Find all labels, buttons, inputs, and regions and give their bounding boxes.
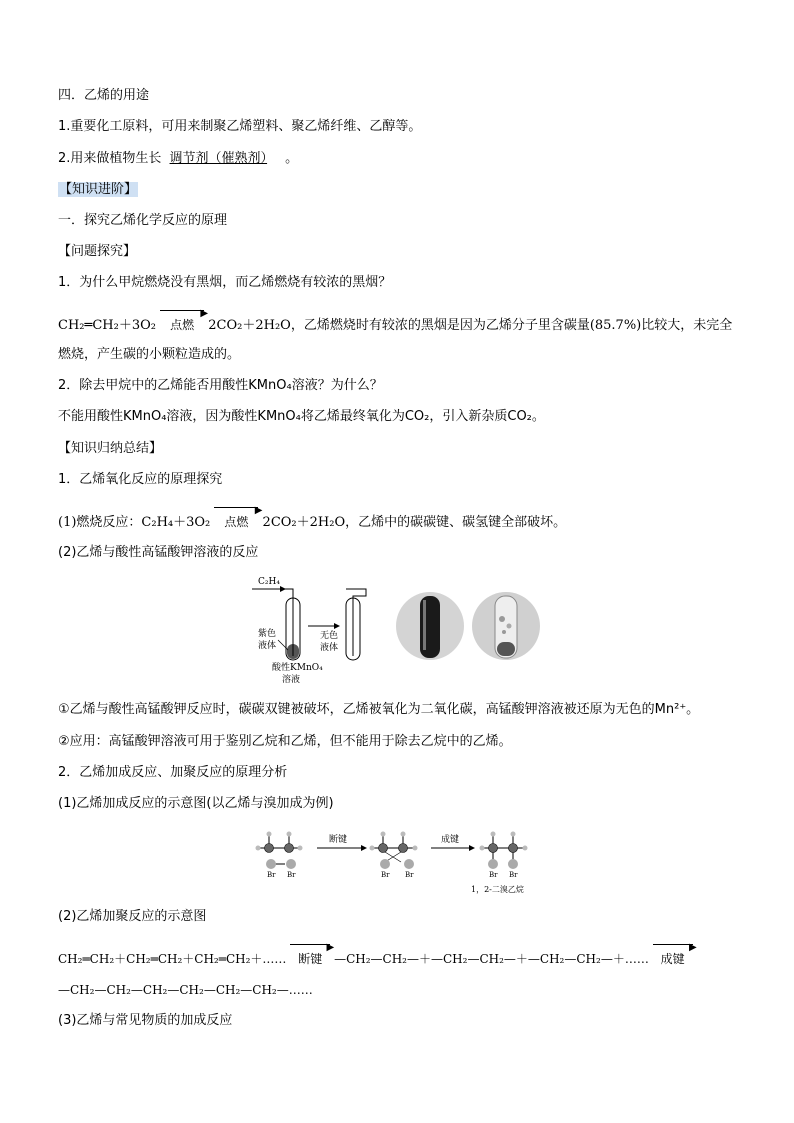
br-label: Br xyxy=(381,871,390,879)
poly-left: CH₂═CH₂＋CH₂═CH₂＋CH₂═CH₂＋…… xyxy=(58,952,287,966)
answer-2: 不能用酸性KMnO₄溶液，因为酸性KMnO₄将乙烯最终氧化为CO₂，引入新杂质CO₂。 xyxy=(58,409,545,424)
br-label: Br xyxy=(287,871,296,879)
use-item-2-prefix: 2.用来做植物生长 xyxy=(58,151,162,166)
reaction-arrow: ▶ 点燃 xyxy=(160,316,204,335)
combustion-right: 2CO₂＋2H₂O，乙烯中的碳碳键、碳氢键全部破坏。 xyxy=(262,515,567,530)
dibromoethane-model xyxy=(480,832,528,880)
polymerization-title: (2)乙烯加聚反应的示意图 xyxy=(58,909,207,924)
reaction-condition: 点燃 xyxy=(170,318,195,332)
use-item-2-suffix: 。 xyxy=(285,151,299,166)
use-item-2-answer: 调节剂（催熟剂） xyxy=(169,151,268,166)
polymer-chain: —CH₂—CH₂—CH₂—CH₂—CH₂—CH₂—…… xyxy=(58,983,313,997)
addition-diagram-title: (1)乙烯加成反应的示意图(以乙烯与溴加成为例) xyxy=(58,796,334,811)
advance-title: 一．探究乙烯化学反应的原理 xyxy=(58,213,228,228)
photo-purple-tube xyxy=(396,592,464,660)
polymerization-equation xyxy=(58,942,697,968)
intermediate-model xyxy=(370,832,418,880)
break-bond-label: 断键 xyxy=(329,835,348,845)
br-label: Br xyxy=(267,871,276,879)
answer-1-equation xyxy=(58,308,733,335)
form-condition: 成键 xyxy=(660,952,685,966)
combustion-left: (1)燃烧反应：C₂H₄＋3O₂ xyxy=(58,515,211,530)
kmno4-experiment-figure xyxy=(250,574,550,686)
kmno4-note-1: ①乙烯与酸性高锰酸钾反应时，碳碳双键被破坏，乙烯被氧化为二氧化碳，高锰酸钾溶液被还原为无色的Mn²⁺。 xyxy=(58,702,700,717)
liquid-label: 液体 xyxy=(258,641,277,651)
br-label: Br xyxy=(405,871,414,879)
reaction-arrow: ▶ 断键 xyxy=(290,950,330,968)
knowledge-advance-tag xyxy=(58,181,138,199)
section-heading: 四．乙烯的用途 xyxy=(58,88,150,103)
use-item-1: 1.重要化工原料，可用来制聚乙烯塑料、聚乙烯纤维、乙醇等。 xyxy=(58,119,422,134)
form-bond-label: 成键 xyxy=(441,835,460,845)
product-label: 1，2-二溴乙烷 xyxy=(471,885,524,894)
test-tube-left xyxy=(278,589,300,660)
summary-1-title: 1．乙烯氧化反应的原理探究 xyxy=(58,472,223,487)
question-1: 1．为什么甲烷燃烧没有黑烟，而乙烯燃烧有较浓的黑烟？ xyxy=(58,275,392,290)
reaction-arrow: ▶ 点燃 xyxy=(214,513,258,532)
reaction-arrow: ▶ 成键 xyxy=(653,950,693,968)
common-addition-title: (3)乙烯与常见物质的加成反应 xyxy=(58,1013,233,1028)
answer-1-line2: 燃烧，产生碳的小颗粒造成的。 xyxy=(58,347,241,362)
kmno4-note-2: ②应用：高锰酸钾溶液可用于鉴别乙烷和乙烯，但不能用于除去乙烷中的乙烯。 xyxy=(58,734,512,749)
eq-left: CH₂═CH₂＋3O₂ xyxy=(58,318,156,333)
purple-label: 紫色 xyxy=(258,629,277,639)
gas-label: C₂H₄ xyxy=(258,577,280,587)
tag-label: 【知识进阶】 xyxy=(59,182,138,197)
liquid-label-right: 液体 xyxy=(320,643,339,653)
combustion-equation xyxy=(58,505,567,532)
solution-label: 溶液 xyxy=(282,675,301,685)
test-tube-right xyxy=(346,589,366,660)
br-label: Br xyxy=(489,871,498,879)
acid-kmno4-label: 酸性KMnO₄ xyxy=(272,663,323,673)
question-2: 2．除去甲烷中的乙烯能否用酸性KMnO₄溶液？为什么？ xyxy=(58,378,383,393)
colorless-label: 无色 xyxy=(320,631,339,641)
reaction-condition: 点燃 xyxy=(224,515,249,529)
summary-2-title: 2．乙烯加成反应、加聚反应的原理分析 xyxy=(58,765,288,780)
br-label: Br xyxy=(509,871,518,879)
use-item-2 xyxy=(58,150,298,168)
summary-tag: 【知识归纳总结】 xyxy=(58,441,163,456)
problem-tag: 【问题探究】 xyxy=(58,244,137,259)
ethylene-model xyxy=(256,832,303,880)
poly-mid: —CH₂—CH₂—＋—CH₂—CH₂—＋—CH₂—CH₂—＋…… xyxy=(334,952,649,966)
addition-reaction-figure xyxy=(255,826,555,896)
kmno4-reaction-title: (2)乙烯与酸性高锰酸钾溶液的反应 xyxy=(58,545,259,560)
eq-right: 2CO₂＋2H₂O，乙烯燃烧时有较浓的黑烟是因为乙烯分子里含碳量(85.7%)比较大，未完全 xyxy=(208,318,733,333)
break-condition: 断键 xyxy=(298,952,323,966)
photo-colorless-tube xyxy=(472,592,540,660)
